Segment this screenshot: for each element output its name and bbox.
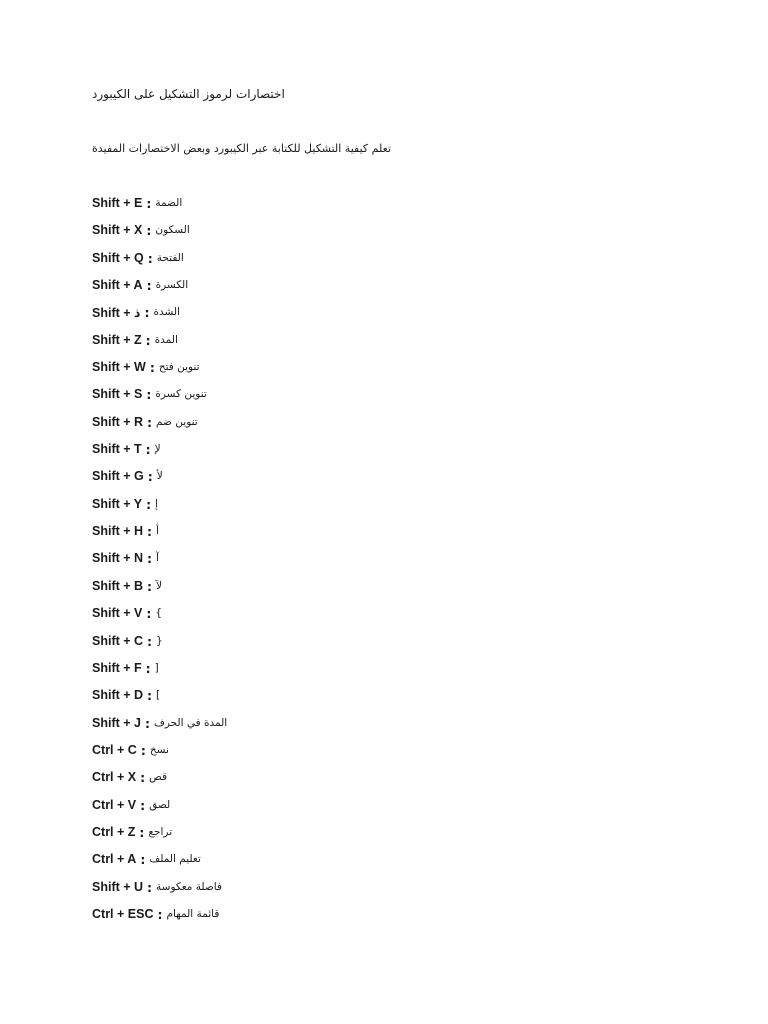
shortcut-keys: Shift + J — [92, 715, 141, 730]
shortcut-description: تنوين كسرة — [155, 388, 207, 401]
shortcut-keys: Shift + C — [92, 633, 144, 648]
shortcut-description: لأ — [156, 470, 163, 483]
shortcut-row: Ctrl + ESC : قائمة المهام — [92, 906, 220, 922]
shortcut-row: Ctrl + A : تعليم الملف — [92, 852, 201, 868]
shortcut-row: Shift + B : لآ — [92, 578, 163, 594]
shortcut-row: Shift + Q : الفتحة — [92, 250, 184, 266]
shortcut-list — [92, 196, 227, 934]
shortcut-description: إ — [155, 497, 159, 510]
document-subtitle: تعلم كيفية التشكيل للكتابة عبر الكيبورد وبعض الاختصارات المفيدة — [92, 142, 391, 155]
shortcut-row: Shift + Z : المدة — [92, 332, 178, 348]
shortcut-description: الشدة — [153, 306, 180, 319]
shortcut-keys: Shift + B — [92, 578, 144, 593]
shortcut-keys: Shift + T — [92, 442, 142, 457]
shortcut-row: Shift + C : } — [92, 633, 163, 649]
shortcut-row: Shift + ذ : الشدة — [92, 305, 180, 321]
shortcut-keys: Shift + F — [92, 660, 142, 675]
shortcut-keys: Shift + W — [92, 360, 146, 375]
shortcut-row: Ctrl + Z : تراجع — [92, 824, 173, 840]
shortcut-keys: Shift + R — [92, 414, 144, 429]
shortcut-row: Shift + H : أ — [92, 524, 159, 540]
shortcut-row: Shift + Y : إ — [92, 496, 159, 512]
shortcut-description: فاصلة معكوسة — [156, 880, 222, 893]
shortcut-description: تعليم الملف — [149, 853, 201, 866]
shortcut-keys: Shift + D — [92, 688, 144, 703]
shortcut-keys: Shift + Z — [92, 332, 142, 347]
shortcut-keys: Shift + U — [92, 879, 144, 894]
shortcut-row: Shift + S : تنوين كسرة — [92, 387, 207, 403]
shortcut-keys: Shift + E — [92, 196, 143, 210]
shortcut-description: تنوين فتح — [158, 361, 200, 374]
shortcut-row: Shift + G : لأ — [92, 469, 163, 485]
shortcut-row: Shift + V : { — [92, 606, 163, 622]
shortcut-keys: Shift + X — [92, 223, 143, 238]
shortcut-description: المدة — [154, 333, 178, 346]
shortcut-keys: Shift + G — [92, 469, 144, 484]
shortcut-keys: Ctrl + C — [92, 742, 137, 757]
shortcut-keys: Shift + S — [92, 387, 143, 402]
shortcut-row: Shift + E : الضمة — [92, 196, 183, 211]
document-title: اختصارات لرموز التشكيل على الكيبورد — [92, 87, 285, 101]
shortcut-description: تنوين ضم — [156, 415, 198, 428]
shortcut-description: السكون — [155, 224, 190, 237]
shortcut-row: Shift + X : السكون — [92, 223, 190, 239]
shortcut-description: أ — [156, 525, 159, 538]
shortcut-description: { — [155, 607, 163, 620]
shortcut-row: Shift + F : ] — [92, 660, 159, 676]
shortcut-keys: Ctrl + Z — [92, 824, 136, 839]
shortcut-description: قص — [149, 771, 168, 784]
shortcut-description: } — [156, 634, 163, 647]
shortcut-description: الكسرة — [155, 279, 189, 292]
shortcut-row: Ctrl + X : قص — [92, 770, 168, 786]
shortcut-keys: Shift + Q — [92, 250, 144, 265]
shortcut-row: Shift + D : [ — [92, 688, 161, 704]
shortcut-keys: Shift + V — [92, 606, 143, 621]
shortcut-description: المدة في الحرف — [153, 716, 228, 729]
shortcut-description: آ — [156, 552, 159, 565]
shortcut-keys: Ctrl + ESC — [92, 906, 154, 921]
shortcut-row: Shift + R : تنوين ضم — [92, 414, 198, 430]
shortcut-description: تراجع — [148, 825, 173, 838]
shortcut-description: نسخ — [149, 743, 169, 756]
shortcut-keys: Shift + Y — [92, 496, 143, 511]
shortcut-keys: Shift + H — [92, 524, 144, 539]
shortcut-description: الضمة — [155, 197, 183, 209]
shortcut-row: Shift + A : الكسرة — [92, 278, 189, 294]
shortcut-row: Shift + N : آ — [92, 551, 159, 567]
shortcut-row: Shift + T : لإ — [92, 442, 161, 458]
shortcut-row: Shift + U : فاصلة معكوسة — [92, 879, 222, 895]
shortcut-keys: Shift + A — [92, 278, 143, 293]
shortcut-description: الفتحة — [156, 251, 184, 264]
shortcut-keys: Ctrl + X — [92, 770, 137, 785]
shortcut-description: [ — [156, 689, 161, 702]
shortcut-description: ] — [154, 661, 159, 674]
shortcut-keys: Ctrl + V — [92, 797, 137, 812]
shortcut-row: Ctrl + C : نسخ — [92, 742, 169, 758]
shortcut-description: لآ — [156, 579, 163, 592]
shortcut-keys: Ctrl + A — [92, 852, 137, 867]
shortcut-description: لإ — [154, 443, 161, 456]
shortcut-description: قائمة المهام — [166, 907, 220, 920]
shortcut-description: لصق — [149, 798, 171, 811]
shortcut-keys: Shift + ذ — [92, 306, 141, 321]
shortcut-row: Ctrl + V : لصق — [92, 797, 171, 813]
shortcut-row: Shift + J : المدة في الحرف — [92, 715, 228, 731]
shortcut-keys: Shift + N — [92, 551, 144, 566]
shortcut-row: Shift + W : تنوين فتح — [92, 360, 200, 376]
